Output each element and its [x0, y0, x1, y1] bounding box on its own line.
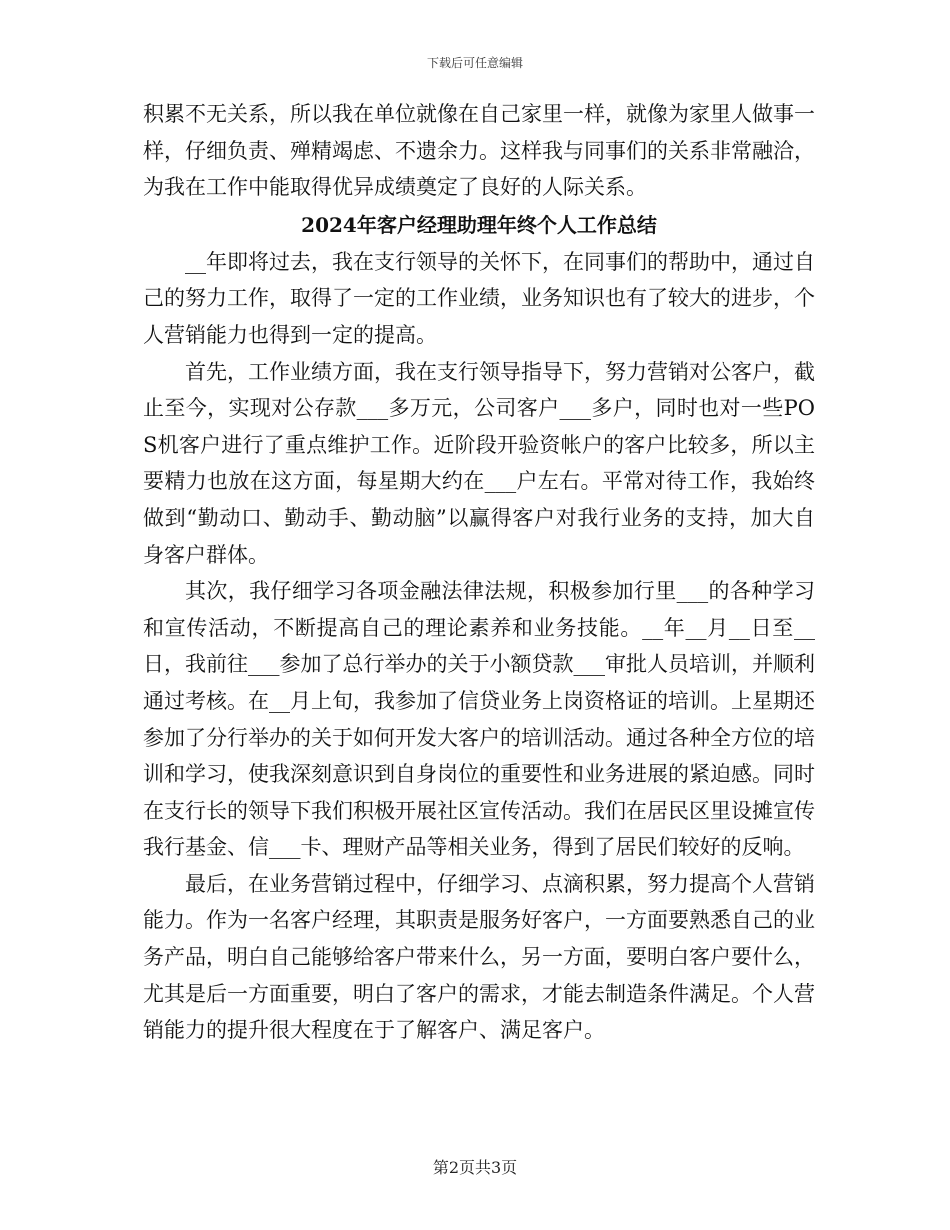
paragraph-marketing: 最后，在业务营销过程中，仔细学习、点滴积累，努力提高个人营销能力。作为一名客户经理，其职责是服务好客户，一方面要熟悉自己的业务产品，明白自己能够给客户带来什么，另一方面，要明白客户要什么，尤其是后一方面重要，明白了客户的需求，才能去制造条件满足。个人营销能力的提升很大程度在于了解客户、满足客户。	[143, 871, 815, 1043]
paragraph-training: 其次，我仔细学习各项金融法律法规，积极参加行里___的各种学习和宣传活动，不断提高自己的理论素养和业务技能。__年__月__日至__日，我前往___参加了总行举办的关于小额贷款___审批人员培训，并顺利通过考核。在__月上旬，我参加了信贷业务上岗资格证的培训。上星期还参加了分行举办的关于如何开发大客户的培训活动。通过各种全方位的培训和学习，使我深刻意识到自身岗位的重要性和业务进展的紧迫感。同时在支行长的领导下我们积极开展社区宣传活动。我们在居民区里设摊宣传我行基金、信___卡、理财产品等相关业务，得到了居民们较好的反响。	[143, 579, 815, 860]
document-title: 2024年客户经理助理年终个人工作总结	[301, 212, 657, 237]
document-body	[143, 96, 815, 1049]
paragraph-performance: 首先，工作业绩方面，我在支行领导指导下，努力营销对公客户，截止至今，实现对公存款___多万元，公司客户___多户，同时也对一些POS机客户进行了重点维护工作。近阶段开验资帐户的客户比较多，所以主要精力也放在这方面，每星期大约在___户左右。平常对待工作，我始终做到“勤动口、勤动手、勤动脑”以赢得客户对我行业务的支持，加大自身客户群体。	[143, 359, 815, 567]
page-number: 第2页共3页	[432, 1158, 518, 1177]
page-header: 下载后可任意编辑	[426, 56, 523, 70]
paragraph-intro: __年即将过去，我在支行领导的关怀下，在同事们的帮助中，通过自己的努力工作，取得了一定的工作业绩，业务知识也有了较大的进步，个人营销能力也得到一定的提高。	[143, 249, 815, 347]
continued-paragraph: 积累不无关系，所以我在单位就像在自己家里一样，就像为家里人做事一样，仔细负责、殚精竭虑、不遗余力。这样我与同事们的关系非常融洽，为我在工作中能取得优异成绩奠定了良好的人际关系。	[143, 102, 815, 200]
